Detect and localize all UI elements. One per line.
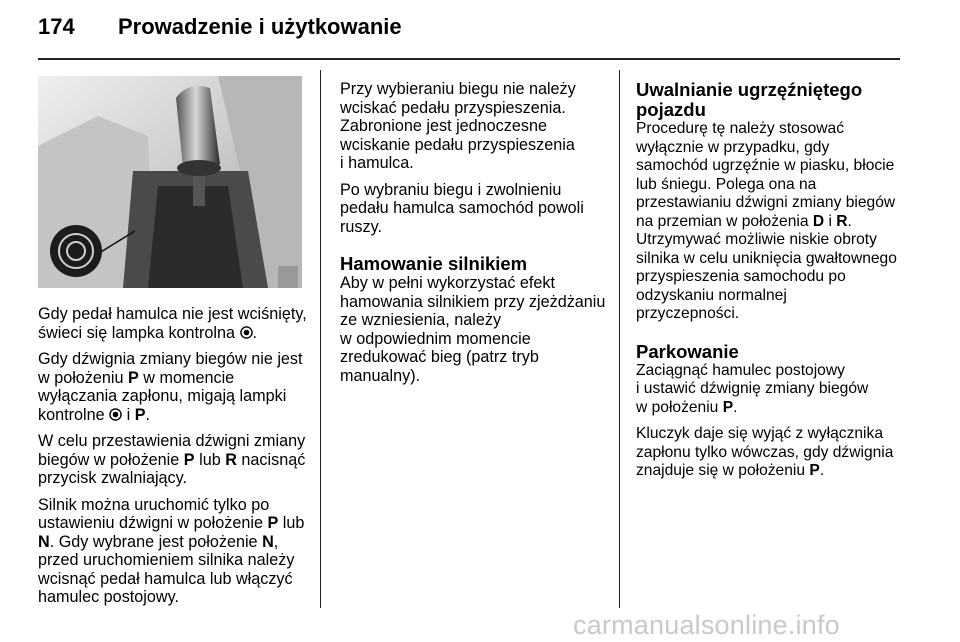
gear-p-label: P bbox=[183, 450, 195, 469]
text-line: samochód ugrzęźnie w piasku, błocie bbox=[636, 157, 895, 174]
text-fragment: , bbox=[273, 532, 279, 551]
text-line: hamulec postojowy. bbox=[38, 588, 179, 606]
gear-p-label: P bbox=[722, 398, 734, 416]
column-middle bbox=[340, 80, 612, 393]
text-line: W celu przestawienia dźwigni zmiany bbox=[38, 432, 306, 450]
text-line: zredukować bieg (patrz tryb bbox=[340, 348, 539, 366]
text-line: odzyskaniu normalnej bbox=[636, 286, 787, 304]
gear-d-label: D bbox=[812, 212, 825, 230]
text-line: ze wzniesienia, należy bbox=[340, 311, 502, 329]
section-heading: Hamowanie silnikiem bbox=[340, 253, 528, 274]
paragraph bbox=[340, 274, 612, 385]
text-line: przed uruchomieniem silnika należy bbox=[38, 551, 295, 569]
text-line: pedału hamulca samochód powoli bbox=[340, 199, 584, 217]
text-line: Procedurę tę należy stosować bbox=[636, 120, 845, 137]
paragraph bbox=[636, 425, 908, 481]
gear-n-label: N bbox=[38, 532, 50, 551]
column-right bbox=[636, 80, 908, 489]
paragraph bbox=[636, 120, 908, 324]
text-line: wcisnąć pedał hamulca lub włączyć bbox=[38, 569, 293, 588]
column-divider bbox=[619, 70, 620, 608]
text-line: lub śniegu. Polega ona na bbox=[636, 175, 817, 193]
text-line: Zaciągnąć hamulec postojowy bbox=[636, 361, 845, 379]
text-line: zapłonu tylko wówczas, gdy dźwignia bbox=[636, 443, 894, 461]
text-line: Po wybraniu biegu i zwolnieniu bbox=[340, 180, 562, 199]
paragraph bbox=[38, 350, 314, 424]
page-header bbox=[38, 14, 900, 44]
gear-p-label: P bbox=[267, 514, 279, 532]
text-line: Silnik można uruchomić tylko po bbox=[38, 495, 270, 514]
text-fragment: biegów w położenie bbox=[38, 450, 184, 469]
column-left bbox=[38, 305, 314, 615]
heading-line: Uwalnianie ugrzęźniętego bbox=[636, 79, 863, 100]
text-line: w odpowiednim momencie bbox=[340, 329, 531, 348]
paragraph bbox=[38, 432, 314, 488]
text-fragment: na przemian w położenia bbox=[636, 212, 813, 230]
text-line: przycisk zwalniający. bbox=[38, 469, 188, 487]
gear-n-label: N bbox=[262, 532, 274, 551]
gear-selector-illustration bbox=[38, 76, 302, 288]
text-line: i hamulca. bbox=[340, 154, 414, 172]
section-heading bbox=[636, 80, 908, 120]
gear-r-label: R bbox=[225, 450, 237, 469]
text-fragment: w momencie bbox=[138, 368, 235, 387]
text-fragment: znajduje się w położeniu bbox=[636, 462, 810, 479]
text-line: Utrzymywać możliwie niskie obroty bbox=[636, 231, 877, 248]
text-fragment: lub bbox=[194, 450, 226, 469]
heading-line: pojazdu bbox=[636, 99, 706, 120]
text-line: manualny). bbox=[340, 366, 421, 385]
text-fragment: i bbox=[122, 405, 135, 424]
brake-warning-lamp-icon bbox=[109, 408, 122, 421]
watermark-link[interactable]: carmanualsonline.info bbox=[573, 610, 840, 640]
paragraph bbox=[38, 496, 314, 607]
text-line: silnika w celu uniknięcia gwałtownego bbox=[636, 249, 897, 267]
text-line: Aby w pełni wykorzystać efekt bbox=[340, 274, 556, 292]
gear-p-label: P bbox=[134, 405, 146, 424]
text-line: i ustawić dźwignię zmiany biegów bbox=[636, 380, 869, 397]
gear-p-label: P bbox=[809, 462, 820, 479]
column-divider bbox=[320, 70, 321, 608]
text-fragment: nacisnąć bbox=[236, 450, 306, 469]
text-line: wciskanie pedału przyspieszenia bbox=[340, 135, 575, 154]
brake-warning-lamp-icon bbox=[240, 326, 253, 339]
page-title: Prowadzenie i użytkowanie bbox=[118, 14, 402, 39]
text-line: ruszy. bbox=[340, 217, 382, 236]
text-fragment: w położeniu bbox=[38, 368, 128, 387]
text-fragment: lub bbox=[278, 514, 305, 532]
text-line: wyłączania zapłonu, migają lampki bbox=[38, 387, 287, 405]
text-line: wciskać pedału przyspieszenia. bbox=[340, 98, 566, 117]
text-fragment: . bbox=[847, 212, 852, 230]
text-line: hamowania silnikiem przy zjeżdżaniu bbox=[340, 292, 606, 311]
text-fragment: w położeniu bbox=[636, 398, 723, 416]
text-line: świeci się lampka kontrolna bbox=[38, 323, 240, 342]
paragraph bbox=[38, 305, 314, 342]
paragraph bbox=[340, 80, 612, 173]
text-fragment: . bbox=[819, 462, 825, 479]
text-line: przyczepności. bbox=[636, 305, 740, 322]
gear-r-label: R bbox=[836, 212, 848, 230]
text-line: przestawianiu dźwigni zmiany biegów bbox=[636, 194, 896, 211]
gear-selector-drawing bbox=[38, 76, 302, 288]
paragraph bbox=[636, 362, 908, 418]
text-fragment: kontrolne bbox=[38, 405, 110, 424]
text-fragment: . bbox=[145, 405, 150, 424]
text-line: Kluczyk daje się wyjąć z wyłącznika bbox=[636, 425, 883, 442]
text-line: Zabronione jest jednoczesne bbox=[340, 117, 547, 135]
text-fragment: i bbox=[824, 212, 837, 230]
header-rule bbox=[38, 58, 900, 60]
text-fragment: . bbox=[252, 323, 258, 342]
section-heading: Parkowanie bbox=[636, 340, 739, 362]
text-line: wyłącznie w przypadku, gdy bbox=[636, 138, 830, 156]
text-line: przyspieszenia samochodu po bbox=[636, 268, 846, 285]
text-fragment: . Gdy wybrane jest położenie bbox=[49, 532, 263, 551]
gear-p-label: P bbox=[128, 368, 139, 387]
text-line: Gdy pedał hamulca nie jest wciśnięty, bbox=[38, 305, 307, 323]
page-number: 174 bbox=[38, 14, 75, 39]
text-line: Gdy dźwignia zmiany biegów nie jest bbox=[38, 350, 303, 368]
text-line: Przy wybieraniu biegu nie należy bbox=[340, 80, 576, 98]
text-fragment: ustawieniu dźwigni w położenie bbox=[38, 514, 268, 532]
paragraph bbox=[340, 181, 612, 237]
text-fragment: . bbox=[733, 398, 738, 416]
